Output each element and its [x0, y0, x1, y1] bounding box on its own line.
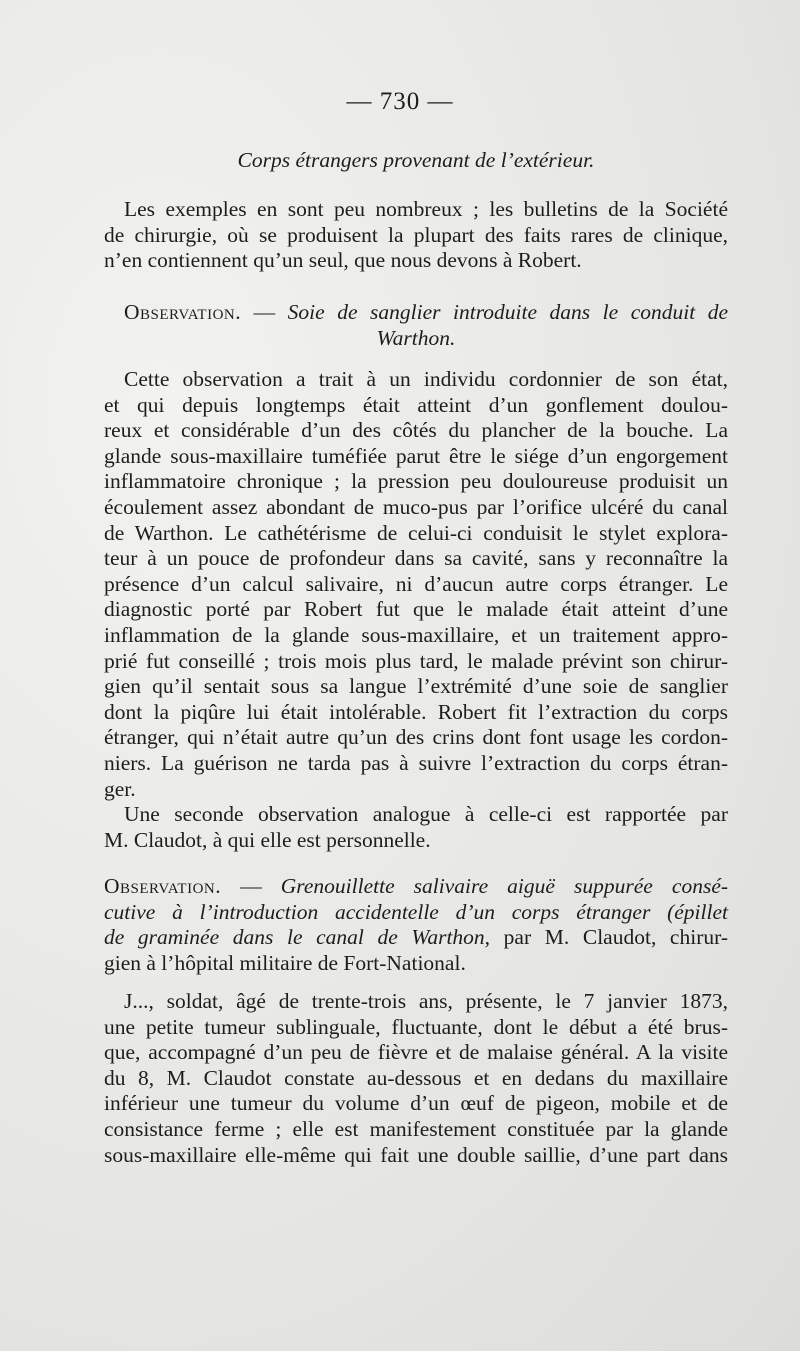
text-line: de Warthon. Le cathétérisme de celui-ci conduisit le stylet explora-: [104, 520, 728, 545]
text-line: de chirurgie, où se produisent la plupart des faits rares de clinique,: [104, 222, 728, 247]
text-line: reux et considérable d’un des côtés du plancher de la bouche. La: [104, 418, 728, 443]
text-line: écoulement assez abondant de muco-pus par l’orifice ulcéré du canal: [104, 494, 728, 519]
text-line: du 8, M. Claudot constate au-dessous et en dedans du maxillaire: [104, 1065, 728, 1090]
text-line: dont la piqûre lui était intolérable. Robert fit l’extraction du corps: [104, 699, 728, 724]
text-line: prié fut conseillé ; trois mois plus tard, le malade prévint son chirur-: [104, 648, 728, 673]
text-line: inflammation de la glande sous-maxillaire, et un traitement appro-: [104, 622, 728, 647]
text-line: diagnostic porté par Robert fut que le malade était atteint d’une: [104, 597, 728, 622]
observation-1-body: [104, 367, 728, 853]
text-line: J..., soldat, âgé de trente-trois ans, présente, le 7 janvier 1873,: [124, 989, 728, 1013]
text-line: niers. La guérison ne tarda pas à suivre l’extraction du corps étran-: [104, 750, 728, 775]
text-line: gien qu’il sentait sous sa langue l’extrémité d’une soie de sanglier: [104, 674, 728, 699]
text-line: ger.: [104, 776, 136, 801]
observation-label: Observation.: [124, 300, 242, 324]
dash: —: [253, 300, 276, 324]
observation-2-title-line: [104, 874, 728, 900]
observation-1-title-line: [104, 300, 728, 326]
observation-title-italic: de graminée dans le canal de Warthon,: [104, 925, 491, 950]
observation-2-body: [104, 989, 728, 1168]
text-line: teur à un pouce de profondeur dans sa cavité, sans y reconnaître la: [104, 546, 728, 571]
observation-label: Observation.: [104, 874, 222, 898]
observation-title: Soie de sanglier introduite dans le conduit de: [287, 300, 729, 324]
text-line: Une seconde observation analogue à celle-ci est rapportée par: [124, 802, 728, 827]
text-line: une petite tumeur sublinguale, fluctuante, dont le début a été brus-: [104, 1014, 728, 1039]
observation-1-heading: [104, 300, 728, 351]
text-line: que, accompagné d’un peu de fièvre et de malaise général. A la visite: [104, 1040, 728, 1065]
section-heading: Corps étrangers provenant de l’extérieur.: [237, 148, 595, 172]
observation-title-cont: gien à l’hôpital militaire de Fort-National.: [104, 950, 466, 975]
dash: —: [240, 874, 262, 898]
observation-2-heading: [104, 874, 728, 976]
observation-title: Grenouillette salivaire aiguë suppurée consé-: [280, 874, 729, 898]
text-line: et qui depuis longtemps était atteint d’un gonflement doulou-: [104, 392, 728, 417]
observation-title-cont: Warthon.: [376, 325, 456, 350]
page-number: — 730 —: [346, 88, 454, 115]
observation-title-cont: cutive à l’introduction accidentelle d’un corps étranger (épillet: [104, 899, 728, 924]
text-line: inférieur une tumeur du volume d’un œuf de pigeon, mobile et de: [104, 1091, 728, 1116]
text-line: M. Claudot, à qui elle est personnelle.: [104, 827, 431, 852]
text-line: Les exemples en sont peu nombreux ; les bulletins de la Société: [124, 197, 728, 221]
text-line: glande sous-maxillaire tuméfiée parut être le siége d’un engorgement: [104, 443, 728, 468]
text-line: Cette observation a trait à un individu cordonnier de son état,: [124, 367, 728, 391]
text-line: consistance ferme ; elle est manifestement constituée par la glande: [104, 1116, 728, 1141]
observation-author: par M. Claudot, chirur-: [490, 925, 729, 950]
text-line: sous-maxillaire elle-même qui fait une double saillie, d’une part dans: [104, 1142, 728, 1167]
observation-title-cont: [104, 925, 728, 951]
text-line: étranger, qui n’était autre qu’un des crins dont font usage les cordon-: [104, 725, 728, 750]
text-line: inflammatoire chronique ; la pression peu douloureuse produisit un: [104, 469, 728, 494]
intro-paragraph: [104, 197, 728, 274]
text-line: n’en contiennent qu’un seul, que nous devons à Robert.: [104, 248, 582, 273]
section-heading-block: [104, 148, 728, 174]
text-line: présence d’un calcul salivaire, ni d’aucun autre corps étranger. Le: [104, 571, 728, 596]
